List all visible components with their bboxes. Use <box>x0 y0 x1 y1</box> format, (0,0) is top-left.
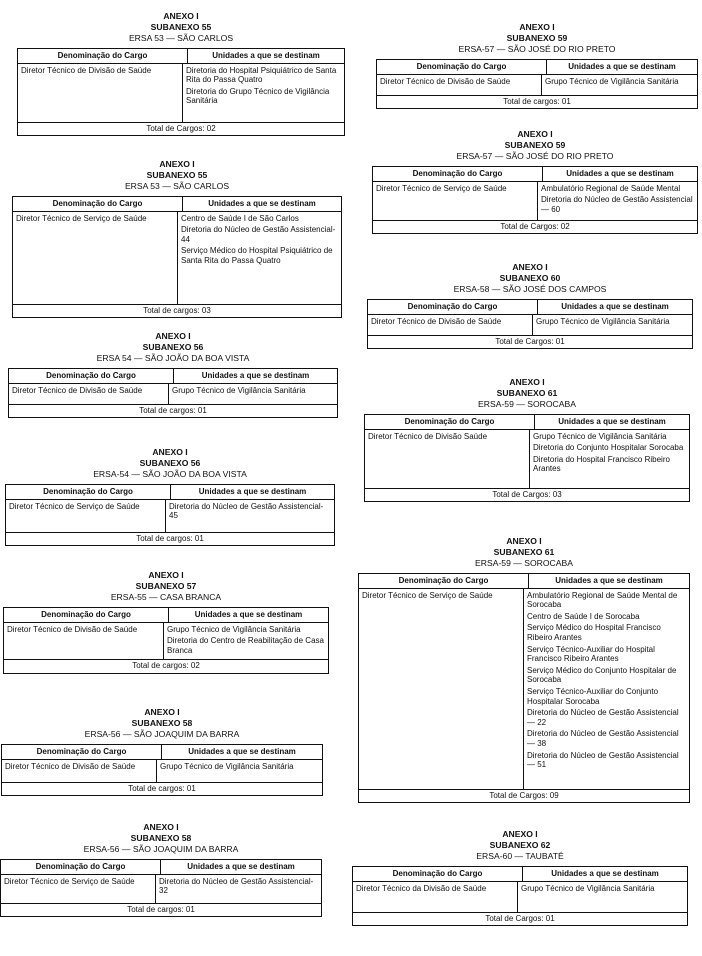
col-header-cargo: Denominação do Cargo <box>353 867 523 881</box>
table-body-row <box>2 760 322 782</box>
subanexo-title: SUBANEXO 56 <box>142 342 204 352</box>
table-body-row <box>13 212 341 304</box>
block-header <box>352 829 688 862</box>
total-cargos: Total de Cargos: 02 <box>373 220 697 234</box>
table-body-row <box>9 384 337 404</box>
subanexo-title: SUBANEXO 58 <box>130 833 192 843</box>
block-header <box>5 447 335 480</box>
subanexo-title: SUBANEXO 56 <box>139 458 201 468</box>
subanexo-title: SUBANEXO 55 <box>150 22 212 32</box>
unit-item: Diretoria do Conjunto Hospitalar Sorocaba <box>533 443 684 453</box>
col-header-unidades: Unidades a que se destinam <box>558 417 666 426</box>
subanexo-title: SUBANEXO 62 <box>489 840 551 850</box>
total-cargos: Total de cargos: 03 <box>13 304 341 318</box>
ersa-title: ERSA-60 — TAUBATÉ <box>476 851 564 861</box>
cargo-table <box>372 166 698 234</box>
unit-item: Diretoria do Núcleo de Gestão Assistencial — 22 <box>527 708 679 727</box>
block-header <box>376 22 698 55</box>
cargo-cell: Diretor Técnico de Divisão de Saúde <box>2 760 157 782</box>
cargo-table <box>364 414 690 502</box>
total-cargos: Total de Cargos: 09 <box>359 789 689 803</box>
unit-item: Diretoria do Grupo Técnico de Vigilância Sanitária <box>186 86 330 106</box>
table-header-row <box>9 369 337 384</box>
subanexo-block <box>0 822 322 917</box>
table-body-row <box>6 500 334 532</box>
unidades-cell <box>169 384 337 404</box>
unit-item: Diretoria do Núcleo de Gestão Assistencial — 38 <box>527 729 679 748</box>
cargo-cell: Diretor Técnico de Serviço de Saúde <box>13 212 178 304</box>
unit-item: Centro de Saúde I de Sorocaba <box>527 611 640 621</box>
table-body-row <box>373 182 697 220</box>
table-body-row <box>359 589 689 789</box>
table-header-row <box>377 60 697 75</box>
unidades-cell <box>157 760 322 782</box>
subanexo-block <box>5 447 335 546</box>
subanexo-block <box>8 331 338 418</box>
subanexo-block <box>352 829 688 926</box>
anexo-title: ANEXO I <box>159 159 195 169</box>
col-header-unidades: Unidades a que se destinam <box>194 610 303 619</box>
subanexo-block <box>358 536 690 803</box>
ersa-title: ERSA-55 — CASA BRANCA <box>110 592 222 602</box>
ersa-title: ERSA 54 — SÃO JOÃO DA BOA VISTA <box>96 353 250 363</box>
table-header-row <box>1 860 321 875</box>
unit-item: Diretoria do Hospital Psiquiátrico de Santa Rita do Passa Quatro <box>186 65 337 85</box>
table-header-row <box>353 867 687 882</box>
total-cargos: Total de Cargos: 03 <box>365 488 689 502</box>
cargo-cell: Diretor Técnico de Divisão de Saúde <box>18 64 183 122</box>
anexo-title: ANEXO I <box>155 331 191 341</box>
cargo-cell: Diretor Técnico de Serviço de Saúde <box>6 500 166 532</box>
unidades-cell <box>178 212 341 304</box>
total-cargos: Total de Cargos: 01 <box>353 912 687 926</box>
subanexo-block <box>372 129 698 234</box>
col-header-cargo: Denominação do Cargo <box>1 860 161 874</box>
unit-item: Serviço Técnico-Auxiliar do Hospital Francisco Ribeiro Arantes <box>527 644 655 664</box>
col-header-cargo: Denominação do Cargo <box>368 300 538 314</box>
col-header-unidades: Unidades a que se destinam <box>551 869 659 878</box>
unidades-cell <box>533 315 692 335</box>
anexo-title: ANEXO I <box>519 22 555 32</box>
unit-item: Serviço Médico do Conjunto Hospitalar de Sorocaba <box>527 665 677 685</box>
table-header-row <box>373 167 697 182</box>
block-header <box>358 536 690 569</box>
cargo-cell: Diretor Técnico de Divisão de Saúde <box>368 315 533 335</box>
col-header-unidades: Unidades a que se destinam <box>198 487 307 496</box>
unit-item: Serviço Médico do Hospital Psiquiátrico de Santa Rita do Passa Quatro <box>181 246 333 265</box>
cargo-table <box>1 744 323 796</box>
cargo-table <box>352 866 688 926</box>
unidades-cell <box>518 882 687 912</box>
total-cargos: Total de cargos: 01 <box>377 95 697 109</box>
total-cargos: Total de cargos: 01 <box>9 404 337 418</box>
block-header <box>12 159 342 192</box>
block-header <box>364 377 690 410</box>
anexo-title: ANEXO I <box>512 262 548 272</box>
unit-item: Diretoria do Núcleo de Gestão Assistencial — 51 <box>527 750 679 770</box>
table-header-row <box>365 415 689 430</box>
cargo-table <box>17 48 345 136</box>
total-cargos: Total de cargos: 01 <box>1 903 321 917</box>
ersa-title: ERSA-58 — SÃO JOSÉ DOS CAMPOS <box>453 284 607 294</box>
cargo-table <box>8 368 338 418</box>
ersa-title: ERSA-59 — SOROCABA <box>478 399 576 409</box>
cargo-cell: Diretor Técnico de Serviço de Saúde <box>1 875 156 903</box>
anexo-title: ANEXO I <box>509 377 545 387</box>
table-body-row <box>365 430 689 488</box>
col-header-cargo: Denominação do Cargo <box>2 745 162 759</box>
subanexo-title: SUBANEXO 58 <box>131 718 193 728</box>
ersa-title: ERSA-56 — SÃO JOAQUIM DA BARRA <box>84 729 240 739</box>
unit-item: Ambulatório Regional de Saúde Mental <box>541 183 681 193</box>
total-cargos: Total de Cargos: 01 <box>368 335 692 349</box>
cargo-table <box>0 859 322 917</box>
table-body-row <box>353 882 687 912</box>
unit-item: Grupo Técnico de Vigilância Sanitária <box>536 316 670 326</box>
col-header-cargo: Denominação do Cargo <box>13 197 183 211</box>
table-body-row <box>18 64 344 122</box>
col-header-unidades: Unidades a que se destinam <box>555 576 663 585</box>
subanexo-title: SUBANEXO 55 <box>146 170 208 180</box>
unidades-cell <box>183 64 344 122</box>
cargo-cell: Diretor Técnico de Divisão de Saúde <box>377 75 542 95</box>
anexo-title: ANEXO I <box>502 829 538 839</box>
subanexo-block <box>367 262 693 349</box>
cargo-table <box>5 484 335 546</box>
ersa-title: ERSA 53 — SÃO CARLOS <box>128 33 234 43</box>
unidades-cell <box>530 430 689 488</box>
unit-item: Diretoria do Núcleo de Gestão Assistencial-32 <box>159 876 314 896</box>
subanexo-title: SUBANEXO 61 <box>496 388 558 398</box>
subanexo-block <box>17 11 345 136</box>
cargo-table <box>12 196 342 318</box>
table-header-row <box>359 574 689 589</box>
subanexo-title: SUBANEXO 59 <box>506 33 568 43</box>
col-header-cargo: Denominação do Cargo <box>18 49 188 63</box>
cargo-cell: Diretor Técnico de Serviço de Saúde <box>359 589 524 789</box>
subanexo-block <box>3 570 329 674</box>
unit-item: Grupo Técnico de Vigilância Sanitária <box>160 761 294 771</box>
col-header-cargo: Denominação do Cargo <box>359 574 529 588</box>
unit-item: Diretoria do Hospital Francisco Ribeiro Arantes <box>533 454 670 474</box>
cargo-cell: Diretor Técnico da Divisão de Saúde <box>353 882 518 912</box>
col-header-unidades: Unidades a que se destinam <box>188 747 296 756</box>
unidades-cell <box>538 182 697 220</box>
col-header-cargo: Denominação do Cargo <box>365 415 535 429</box>
table-body-row <box>4 623 328 660</box>
col-header-unidades: Unidades a que se destinam <box>212 51 320 60</box>
cargo-table <box>376 59 698 109</box>
unit-item: Ambulatório Regional de Saúde Mental de Sorocaba <box>527 590 678 610</box>
cargo-table <box>367 299 693 349</box>
unidades-cell <box>542 75 697 95</box>
col-header-cargo: Denominação do Cargo <box>373 167 543 181</box>
block-header <box>8 331 338 364</box>
total-cargos: Total de cargos: 01 <box>2 782 322 796</box>
col-header-unidades: Unidades a que se destinam <box>568 62 676 71</box>
block-header <box>3 570 329 603</box>
unit-item: Centro de Saúde I de São Carlos <box>181 213 299 223</box>
subanexo-title: SUBANEXO 57 <box>135 581 197 591</box>
col-header-unidades: Unidades a que se destinam <box>187 862 295 871</box>
subanexo-title: SUBANEXO 59 <box>504 140 566 150</box>
unit-item: Grupo Técnico de Vigilância Sanitária <box>521 883 655 893</box>
subanexo-block <box>12 159 342 318</box>
col-header-cargo: Denominação do Cargo <box>6 485 171 499</box>
ersa-title: ERSA-59 — SOROCABA <box>475 558 573 568</box>
subanexo-title: SUBANEXO 61 <box>493 547 555 557</box>
unit-item: Diretoria do Núcleo de Gestão Assistencial-44 <box>181 225 336 244</box>
subanexo-block <box>1 707 323 796</box>
unidades-cell <box>164 623 328 660</box>
unit-item: Serviço Técnico-Auxiliar do Conjunto Hospitalar Sorocaba <box>527 686 659 706</box>
col-header-unidades: Unidades a que se destinam <box>208 199 316 208</box>
unit-item: Grupo Técnico de Vigilância Sanitária <box>545 76 679 86</box>
col-header-unidades: Unidades a que se destinam <box>566 169 674 178</box>
ersa-title: ERSA-54 — SÃO JOÃO DA BOA VISTA <box>93 469 247 479</box>
anexo-title: ANEXO I <box>152 447 188 457</box>
block-header <box>372 129 698 162</box>
block-header <box>367 262 693 295</box>
table-header-row <box>2 745 322 760</box>
block-header <box>1 707 323 740</box>
cargo-cell: Diretor Técnico de Serviço de Saúde <box>373 182 538 220</box>
table-body-row <box>377 75 697 95</box>
unit-item: Diretoria do Centro de Reabilitação de Casa Branca <box>167 636 324 655</box>
table-header-row <box>368 300 692 315</box>
anexo-title: ANEXO I <box>506 536 542 546</box>
table-body-row <box>368 315 692 335</box>
col-header-unidades: Unidades a que se destinam <box>201 371 310 380</box>
ersa-title: ERSA 53 — SÃO CARLOS <box>124 181 230 191</box>
total-cargos: Total de cargos: 01 <box>6 532 334 546</box>
unit-item: Grupo Técnico de Vigilância Sanitária <box>172 385 306 395</box>
subanexo-block <box>376 22 698 109</box>
anexo-title: ANEXO I <box>148 570 184 580</box>
total-cargos: Total de cargos: 02 <box>4 659 328 673</box>
subanexo-title: SUBANEXO 60 <box>499 273 561 283</box>
col-header-cargo: Denominação do Cargo <box>9 369 174 383</box>
ersa-title: ERSA-57 — SÃO JOSÉ DO RIO PRETO <box>456 151 614 161</box>
cargo-table <box>358 573 690 803</box>
unidades-cell <box>156 875 321 903</box>
unidades-cell <box>524 589 689 789</box>
anexo-title: ANEXO I <box>144 707 180 717</box>
subanexo-block <box>364 377 690 502</box>
block-header <box>0 822 322 855</box>
unidades-cell <box>166 500 334 532</box>
anexo-title: ANEXO I <box>517 129 553 139</box>
cargo-cell: Diretor Técnico de Divisão de Saúde <box>9 384 169 404</box>
ersa-title: ERSA-56 — SÃO JOAQUIM DA BARRA <box>83 844 239 854</box>
table-body-row <box>1 875 321 903</box>
col-header-unidades: Unidades a que se destinam <box>561 302 669 311</box>
table-header-row <box>13 197 341 212</box>
table-header-row <box>4 608 328 623</box>
unit-item: Serviço Médico do Hospital Francisco Ribeiro Arantes <box>527 623 661 642</box>
table-header-row <box>18 49 344 64</box>
total-cargos: Total de Cargos: 02 <box>18 122 344 136</box>
unit-item: Grupo Técnico de Vigilância Sanitária <box>533 431 667 441</box>
col-header-cargo: Denominação do Cargo <box>377 60 547 74</box>
unit-item: Diretoria do Núcleo de Gestão Assistencial — 60 <box>541 195 693 214</box>
unit-item: Grupo Técnico de Vigilância Sanitária <box>167 624 301 634</box>
block-header <box>17 11 345 44</box>
ersa-title: ERSA-57 — SÃO JOSÉ DO RIO PRETO <box>458 44 616 54</box>
table-header-row <box>6 485 334 500</box>
cargo-cell: Diretor Técnico de Divisão Saúde <box>365 430 530 488</box>
cargo-cell: Diretor Técnico de Divisão de Saúde <box>4 623 164 660</box>
anexo-title: ANEXO I <box>163 11 199 21</box>
anexo-title: ANEXO I <box>143 822 179 832</box>
unit-item: Diretoria do Núcleo de Gestão Assistencial-45 <box>169 501 324 521</box>
cargo-table <box>3 607 329 674</box>
col-header-cargo: Denominação do Cargo <box>4 608 169 622</box>
